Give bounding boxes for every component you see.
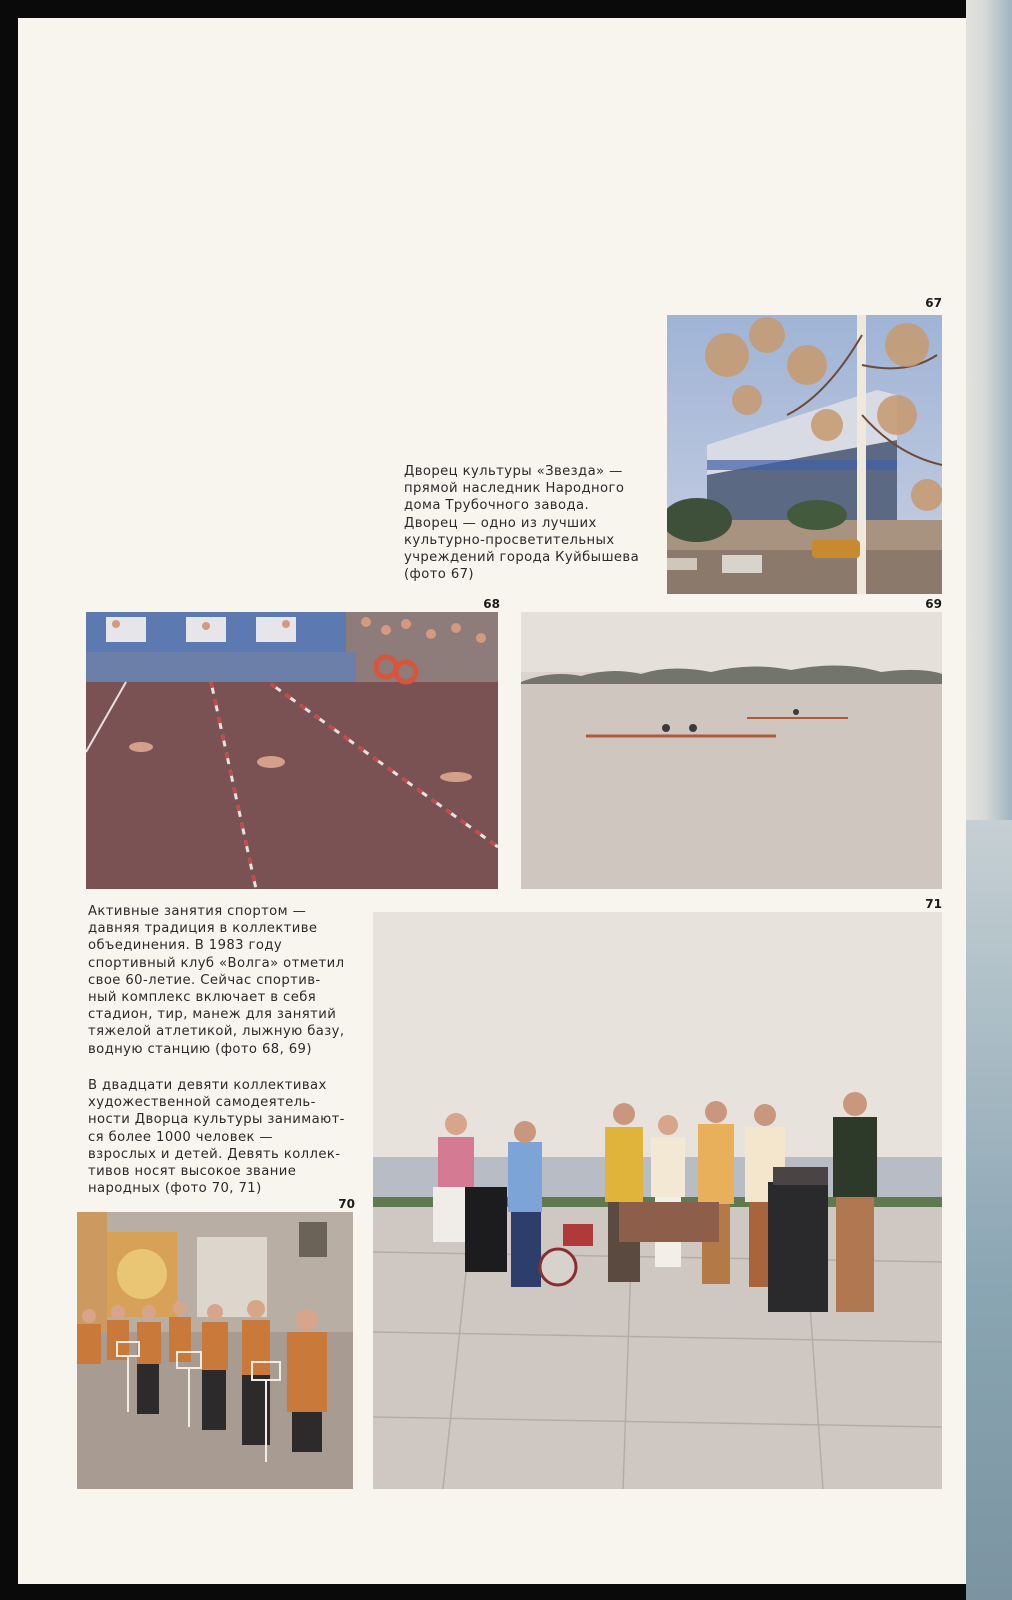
- next-page-edge: [966, 0, 1012, 1600]
- photo-number-71: 71: [925, 897, 942, 911]
- photo-rowing: [521, 612, 942, 889]
- photo-number-68: 68: [483, 597, 500, 611]
- caption-amateur: В двадцати девяти коллективах художественной самодеятель- ности Дворца культуры занимают- ся более 1000 человек — взрослых и детей. Девять коллек- тивов носят высокое звание народных (фото 70, 71): [88, 1078, 345, 1197]
- photo-swimming-pool: [86, 612, 498, 889]
- photo-band: [373, 912, 942, 1489]
- photo-number-67: 67: [925, 296, 942, 310]
- photo-number-70: 70: [338, 1197, 355, 1211]
- caption-palace: Дворец культуры «Звезда» — прямой наследник Народного дома Трубочного завода. Дворец — одно из лучших культурно-просветительных учреждений города Куйбышева (фото 67): [404, 464, 640, 583]
- photo-palace-of-culture: [667, 315, 942, 594]
- photo-number-69: 69: [925, 597, 942, 611]
- caption-sport: Активные занятия спортом — давняя традиция в коллективе объединения. В 1983 году спортивный клуб «Волга» отметил свое 60-летие. Сейчас спортив- ный комплекс включает в себя стадион, тир, манеж для занятий тяжелой атлетикой, лыжную базу, водную станцию (фото 68, 69): [88, 904, 345, 1057]
- photo-folk-orchestra: [77, 1212, 353, 1489]
